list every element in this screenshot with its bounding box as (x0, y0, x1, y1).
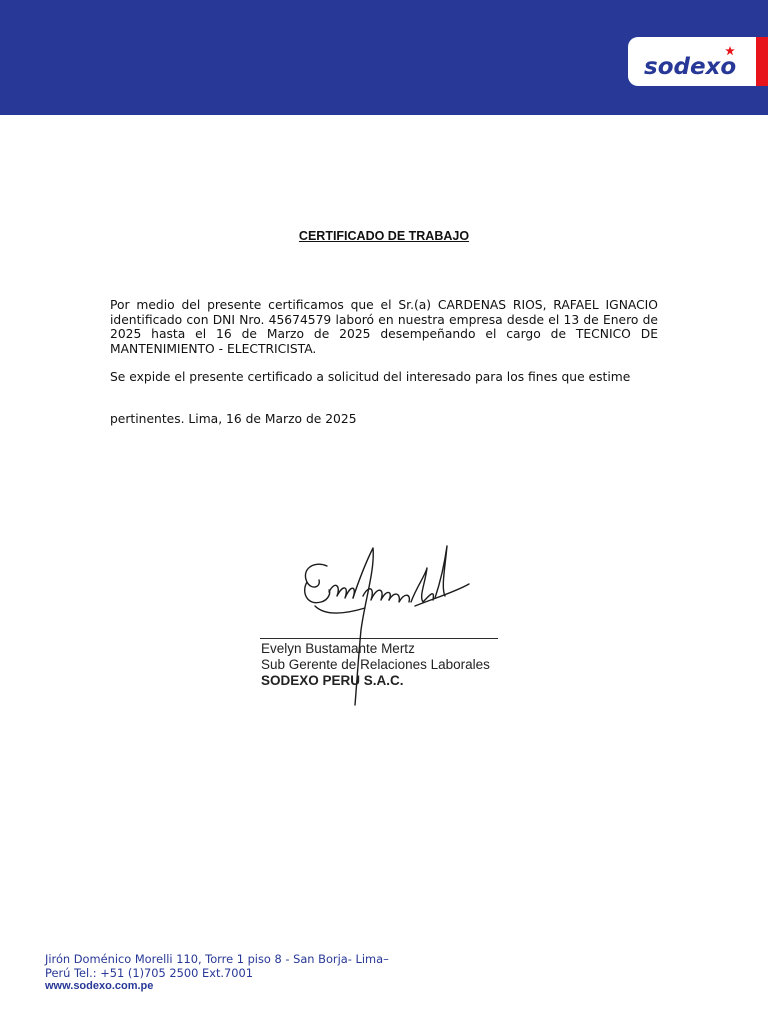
certificate-paragraph-1: Por medio del presente certificamos que el Sr.(a) CARDENAS RIOS, RAFAEL IGNACIO identificado con DNI Nro. 45674579 laboró en nuestra empresa desde el 13 de Enero de 2025 hasta el 16 de Marzo de 2025 desempeñando el cargo de TECNICO DE MANTENIMIENTO - ELECTRICISTA. (110, 298, 658, 356)
footer-address-line-1: Jirón Doménico Morelli 110, Torre 1 piso 8 - San Borja- Lima– (45, 952, 389, 966)
signer-name: Evelyn Bustamante Mertz (261, 641, 415, 656)
sodexo-logo (628, 37, 768, 86)
certificate-title: CERTIFICADO DE TRABAJO (298, 229, 470, 243)
footer-website-link[interactable]: www.sodexo.com.pe (45, 980, 154, 992)
sodexo-logo-mark (642, 41, 758, 83)
signer-role: Sub Gerente de Relaciones Laborales (261, 657, 490, 672)
signature-block (255, 540, 515, 710)
logo-red-bar (756, 37, 768, 86)
signer-company: SODEXO PERU S.A.C. (261, 673, 404, 688)
footer (45, 953, 465, 994)
svg-text:sodexo: sodexo (644, 54, 737, 80)
handwritten-signature (255, 540, 515, 710)
certificate-paragraph-2: Se expide el presente certificado a solicitud del interesado para los fines que estime (110, 370, 631, 384)
footer-address-line-2: Perú Tel.: +51 (1)705 2500 Ext.7001 (45, 965, 254, 980)
certificate-paragraph-3: pertinentes. Lima, 16 de Marzo de 2025 (110, 412, 357, 426)
